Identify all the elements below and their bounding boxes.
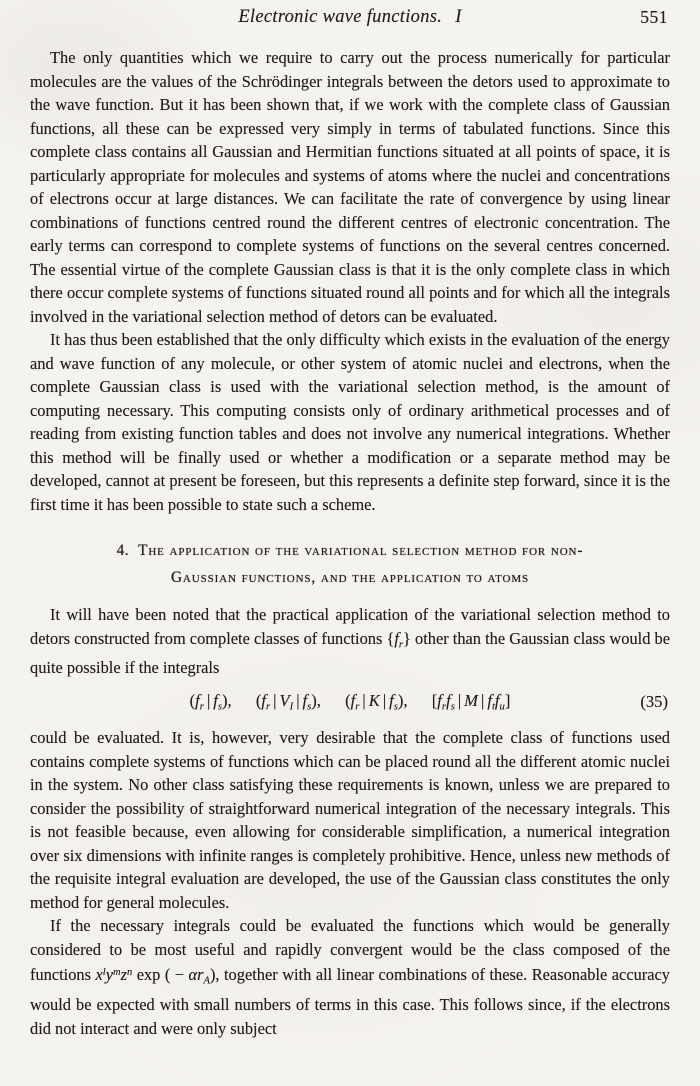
symbol-f: f bbox=[261, 690, 267, 710]
symbol-f: f bbox=[446, 690, 451, 710]
subscript-r: r bbox=[355, 701, 360, 713]
bracket: ] bbox=[504, 690, 511, 710]
running-title-text: Electronic wave functions. bbox=[238, 7, 443, 27]
section-title-line1: The application of the variational selection method for non- bbox=[138, 542, 584, 559]
part-numeral: I bbox=[455, 7, 462, 27]
exp-open: exp ( − bbox=[132, 965, 189, 985]
vertical-bar: | bbox=[273, 690, 277, 710]
symbol-M: M bbox=[464, 690, 478, 710]
vertical-bar: | bbox=[480, 690, 485, 710]
inline-formula-gaussian bbox=[95, 965, 216, 987]
symbol-f: f bbox=[350, 690, 356, 710]
vertical-bar: | bbox=[362, 690, 366, 710]
symbol-f: f bbox=[213, 690, 218, 710]
vertical-bar: | bbox=[296, 690, 300, 710]
subscript-r: r bbox=[441, 701, 447, 713]
vertical-bar: | bbox=[382, 690, 387, 710]
paragraph-3-text-before: It will have been noted that the practical application of the variational selection method to detors constructed from complete classes of functions bbox=[30, 605, 670, 648]
symbol-f: f bbox=[302, 690, 308, 710]
paragraph-4: could be evaluated. It is, however, very desirable that the complete class of functions used contains complete systems of functions which can be placed round all the different atomic nuclei in the system. No other class satisfying these requirements is known, unless we are prepared to consider the possibility of straightforward numerical integration of the necessary integrals. This is not feasible because, even allowing for considerable simplification, a numerical integration over six dimensions with infinite ranges is completely prohibitive. Hence, unless new methods of the requisite integral evaluation are developed, the use of the Gaussian class constitutes the only method for general molecules. bbox=[30, 728, 670, 912]
symbol-f: f bbox=[389, 690, 394, 710]
equation-term-4 bbox=[431, 690, 511, 713]
paragraph-3 bbox=[30, 603, 670, 680]
equation-term-2 bbox=[255, 690, 321, 713]
subscript-t: t bbox=[491, 701, 495, 713]
close-brace: } bbox=[403, 628, 411, 648]
page-header bbox=[30, 7, 670, 31]
symbol-f: f bbox=[437, 690, 442, 710]
paren: ( bbox=[345, 690, 351, 710]
paren: ), bbox=[222, 690, 232, 710]
subscript-s: s bbox=[307, 701, 312, 713]
running-title bbox=[30, 7, 670, 28]
paren: ), bbox=[397, 690, 408, 710]
subscript-A: A bbox=[203, 975, 210, 987]
paragraph-1: The only quantities which we require to carry out the process numerically for particular molecules are the values of the Schrödinger integrals between the detors used to approximate to the wave function. But it has been shown that, if we work with the complete class of Gaussian functions, all these can be expressed very simply in terms of tabulated functions. Since this complete class contains all Gaussian and Hermitian functions situated at all points of space, it is particularly appropriate for molecules and systems of atoms where the nuclei and concentrations of electrons occur at large distances. We can facilitate the rate of convergence by using linear combinations of functions centred round the different centres of electronic concentration. The early terms can correspond to complete systems of functions on the several centres concerned. The essential virtue of the complete Gaussian class is that it is the only complete class in which there occur complete systems of functions situated round all points and for which all the integrals involved in the variational selection method of detors can be evaluated. bbox=[30, 48, 670, 326]
page-number: 551 bbox=[640, 7, 668, 27]
symbol-K: K bbox=[368, 690, 380, 710]
superscript-n: n bbox=[126, 967, 133, 979]
exp-close: ) bbox=[209, 965, 216, 985]
open-brace: { bbox=[386, 628, 395, 648]
symbol-z: z bbox=[120, 965, 127, 985]
equation-number: (35) bbox=[640, 691, 668, 711]
subscript-s: s bbox=[393, 701, 398, 713]
paragraph-5 bbox=[30, 914, 670, 1040]
equation-term-3 bbox=[345, 690, 408, 713]
symbol-f: f bbox=[195, 690, 200, 710]
subscript-r: r bbox=[199, 701, 204, 713]
vertical-bar: | bbox=[206, 690, 211, 710]
bracket: [ bbox=[431, 690, 438, 710]
superscript-m: m bbox=[112, 967, 121, 979]
symbol-x: x bbox=[95, 965, 103, 985]
superscript-l: l bbox=[102, 967, 106, 979]
symbol-y: y bbox=[105, 965, 113, 985]
section-heading-line1 bbox=[30, 537, 670, 564]
subscript-I: I bbox=[289, 701, 294, 713]
subscript-s: s bbox=[217, 701, 223, 713]
symbol-V: V bbox=[279, 690, 290, 710]
symbol-alpha-r: αr bbox=[188, 965, 204, 985]
section-number: 4. bbox=[116, 542, 130, 559]
symbol-f: f bbox=[487, 690, 492, 710]
subscript-r: r bbox=[266, 701, 271, 713]
symbol-f: f bbox=[394, 628, 399, 648]
subscript-s: s bbox=[450, 701, 455, 713]
paragraph-3-text-after: other than the Gaussian class would be quite possible if the integrals bbox=[30, 628, 670, 678]
section-heading bbox=[30, 537, 670, 591]
paragraph-5-text-before: If the necessary integrals could be evaluated the functions which would be generally considered to be most useful and rapidly convergent would be the class composed of the functions bbox=[30, 916, 670, 985]
paren: ( bbox=[189, 690, 196, 710]
paren: ( bbox=[255, 690, 262, 710]
equation-35 bbox=[30, 689, 670, 719]
equation-term-1 bbox=[189, 690, 232, 713]
paren: ), bbox=[311, 690, 321, 710]
symbol-f: f bbox=[494, 690, 500, 710]
section-title-line2: Gaussian functions, and the application to atoms bbox=[170, 569, 530, 586]
superscript bbox=[113, 967, 121, 978]
subscript-u: u bbox=[499, 701, 505, 713]
inline-formula-fr-set bbox=[386, 629, 410, 648]
paragraph-5-text-after: , together with all linear combinations of these. Reasonable accuracy would be expected with small numbers of terms in this case. This follows since, if the electrons did not interact and were only subject bbox=[30, 965, 670, 1038]
vertical-bar: | bbox=[457, 690, 462, 710]
subscript-r: r bbox=[398, 638, 404, 650]
paragraph-2: It has thus been established that the only difficulty which exists in the evaluation of the energy and wave function of any molecule, or other system of atomic nuclei and electrons, when the complete Gaussian class is used with the variational selection method, is the amount of computing necessary. This computing consists only of ordinary arithmetical processes and of reading from existing function tables and does not involve any numerical integrations. Whether this method will be finally used or whether a modification or a separate method may be developed, cannot at present be foreseen, but this represents a definite step forward, since it is the first time it has been possible to state such a scheme. bbox=[30, 330, 670, 514]
